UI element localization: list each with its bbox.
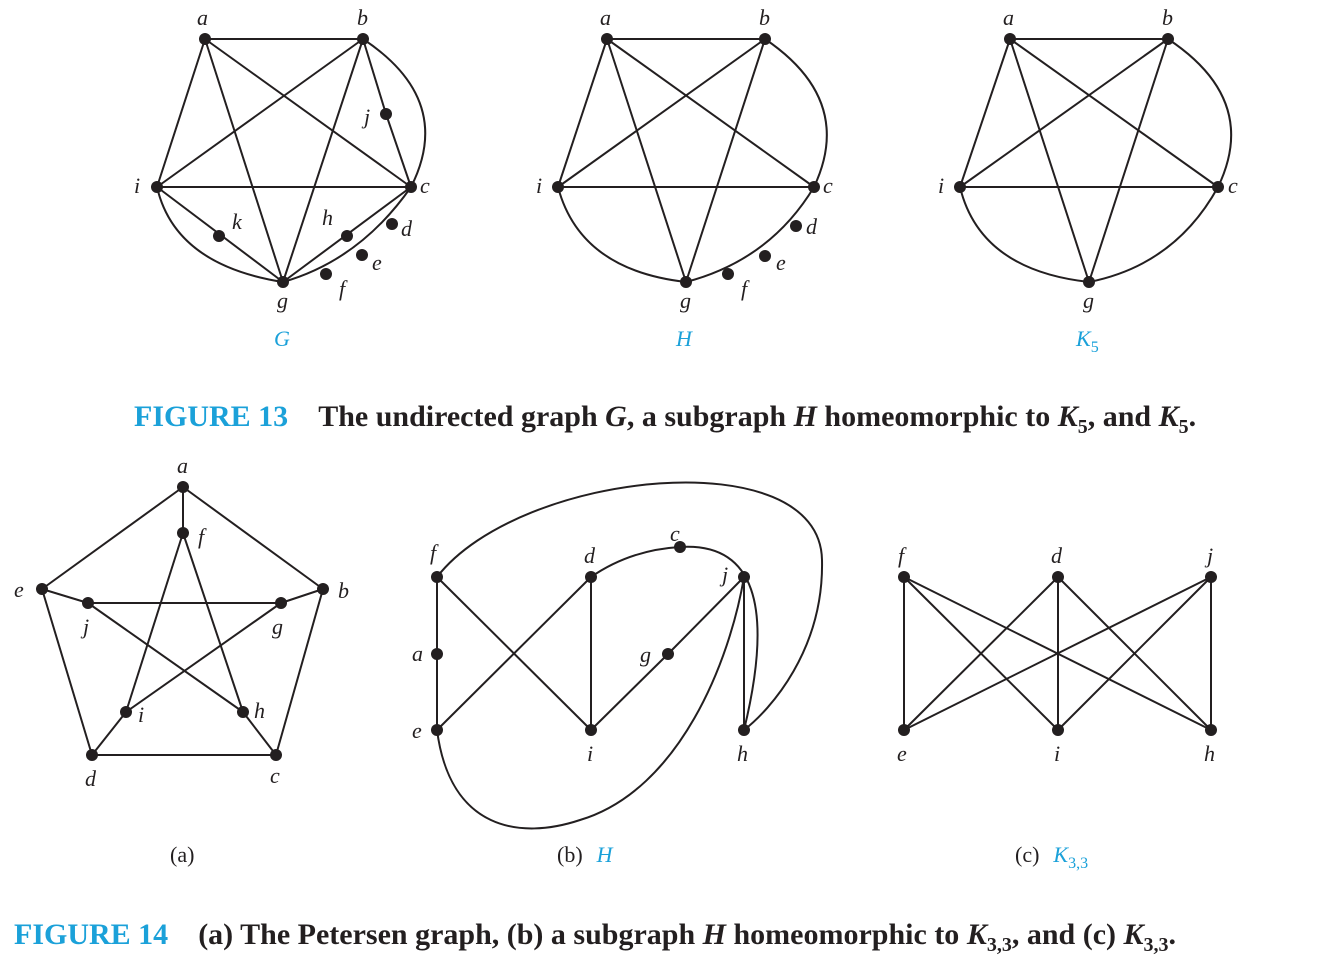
edge <box>88 603 243 712</box>
label-e: e <box>412 718 422 743</box>
vertex-h <box>341 230 353 242</box>
label-b: b <box>338 578 349 603</box>
vertex-k <box>213 230 225 242</box>
panel-tag-b <box>557 842 614 867</box>
vertex-h <box>1205 724 1217 736</box>
vertex-d <box>86 749 98 761</box>
edge <box>276 589 323 755</box>
vertex-f <box>177 527 189 539</box>
label-part: 3,3 <box>1068 855 1089 872</box>
panel-label-G: G <box>274 326 290 351</box>
edge <box>960 39 1010 187</box>
label-part: . <box>1188 400 1197 433</box>
vertex-g <box>275 597 287 609</box>
edge <box>126 533 183 712</box>
label-a: a <box>412 641 423 666</box>
vertex-b <box>357 33 369 45</box>
edge <box>183 533 243 712</box>
vertex-i <box>151 181 163 193</box>
vertex-g <box>662 648 674 660</box>
vertex-d <box>790 220 802 232</box>
label-g: g <box>1083 288 1094 313</box>
label-f: f <box>198 524 205 549</box>
vertex-g <box>1083 276 1095 288</box>
edge <box>1168 39 1231 187</box>
edge <box>960 187 1089 282</box>
label-d: d <box>584 543 595 568</box>
vertex-c <box>270 749 282 761</box>
label-f: f <box>339 276 346 301</box>
edge <box>591 547 680 577</box>
label-part: (c) <box>1015 842 1040 867</box>
label-part: , and <box>1087 400 1159 433</box>
edge <box>607 39 686 282</box>
edge <box>607 39 814 187</box>
vertex-g <box>277 276 289 288</box>
vertex-j <box>738 571 750 583</box>
label-part: H <box>596 842 613 867</box>
vertex-c <box>808 181 820 193</box>
edge <box>558 39 607 187</box>
label-f: f <box>898 543 905 568</box>
label-b: b <box>357 5 368 30</box>
edge <box>591 654 668 730</box>
vertex-b <box>1162 33 1174 45</box>
vertex-j <box>82 597 94 609</box>
edge <box>686 187 814 282</box>
graph-H <box>536 5 833 351</box>
vertex-j <box>380 108 392 120</box>
edge <box>42 487 183 589</box>
label-part: , and (c) <box>1011 918 1124 951</box>
vertex-c <box>1212 181 1224 193</box>
vertex-d <box>386 218 398 230</box>
label-a: a <box>600 5 611 30</box>
edge <box>1089 39 1168 282</box>
label-e: e <box>776 250 786 275</box>
figure14-caption <box>14 918 1176 956</box>
label-part: K <box>1057 400 1078 433</box>
label-i: i <box>536 173 543 198</box>
label-part: . <box>1168 918 1177 951</box>
label-part: 5 <box>1077 416 1088 438</box>
label-part: , a subgraph <box>626 400 794 433</box>
edge <box>765 39 827 187</box>
label-i: i <box>138 702 145 727</box>
edge <box>960 39 1168 187</box>
label-j: j <box>364 104 371 129</box>
label-part: K <box>1076 326 1091 351</box>
graph-petersen <box>14 453 349 867</box>
label-h: h <box>254 698 265 723</box>
vertex-j <box>1205 571 1217 583</box>
vertex-i <box>954 181 966 193</box>
vertex-d <box>585 571 597 583</box>
label-d: d <box>85 766 96 791</box>
vertex-a <box>177 481 189 493</box>
label-d: d <box>806 214 817 239</box>
label-g: g <box>277 288 288 313</box>
vertex-a <box>601 33 613 45</box>
label-i: i <box>587 741 594 766</box>
vertex-g <box>680 276 692 288</box>
label-g: g <box>272 614 283 639</box>
label-part: H <box>793 400 817 433</box>
edge <box>92 712 126 755</box>
edge <box>1010 39 1089 282</box>
vertex-b <box>317 583 329 595</box>
edge <box>558 187 686 282</box>
label-b: b <box>759 5 770 30</box>
label-c: c <box>1228 173 1238 198</box>
label-j: j <box>722 562 729 587</box>
label-j: j <box>1207 543 1214 568</box>
label-part: 5 <box>1178 416 1189 438</box>
label-part: FIGURE 13 <box>134 400 289 433</box>
label-i: i <box>938 173 945 198</box>
label-c: c <box>823 173 833 198</box>
panel-label-K5 <box>1075 326 1099 356</box>
graph-H-k33 <box>412 482 822 867</box>
vertex-i <box>1052 724 1064 736</box>
label-j: j <box>83 614 90 639</box>
label-part: H <box>702 918 726 951</box>
panel-tag-a: (a) <box>170 842 195 867</box>
label-f: f <box>430 540 437 565</box>
label-part: G <box>605 400 627 433</box>
edge <box>157 39 363 187</box>
graph-K33 <box>897 543 1217 872</box>
vertex-a <box>199 33 211 45</box>
vertex-d <box>1052 571 1064 583</box>
label-part: 5 <box>1090 339 1099 356</box>
vertex-e <box>36 583 48 595</box>
label-part: 3,3 <box>986 934 1012 956</box>
vertex-b <box>759 33 771 45</box>
vertex-a <box>431 648 443 660</box>
edge <box>126 603 281 712</box>
panel-tag-c <box>1015 842 1088 872</box>
edge <box>686 39 765 282</box>
edge <box>558 39 765 187</box>
vertex-i <box>585 724 597 736</box>
label-d: d <box>401 216 412 241</box>
label-c: c <box>270 763 280 788</box>
vertex-i <box>552 181 564 193</box>
label-c: c <box>670 521 680 546</box>
label-part: The undirected graph <box>318 400 606 433</box>
label-h: h <box>737 741 748 766</box>
graph-G <box>134 5 430 351</box>
label-part: homeomorphic to <box>726 918 967 951</box>
vertex-f <box>722 268 734 280</box>
edge <box>205 39 283 282</box>
vertex-e <box>898 724 910 736</box>
label-part: FIGURE 14 <box>14 918 169 951</box>
vertex-h <box>738 724 750 736</box>
vertex-i <box>120 706 132 718</box>
edge <box>386 114 411 187</box>
vertex-e <box>759 250 771 262</box>
edge <box>157 39 205 187</box>
label-b: b <box>1162 5 1173 30</box>
vertex-f <box>898 571 910 583</box>
label-h: h <box>322 205 333 230</box>
label-i: i <box>134 173 141 198</box>
edge <box>668 577 744 654</box>
edge <box>363 39 386 114</box>
edge <box>1010 39 1218 187</box>
vertex-e <box>356 249 368 261</box>
panel-label-H: H <box>676 326 692 351</box>
vertex-c <box>405 181 417 193</box>
edge <box>1089 187 1218 282</box>
label-g: g <box>680 288 691 313</box>
figure13-caption <box>134 400 1196 438</box>
edge <box>42 589 88 603</box>
label-k: k <box>232 209 242 234</box>
label-d: d <box>1051 543 1062 568</box>
label-e: e <box>14 577 24 602</box>
label-e: e <box>897 741 907 766</box>
label-i: i <box>1054 741 1061 766</box>
vertex-h <box>237 706 249 718</box>
graph-K5 <box>938 5 1238 356</box>
label-part: K <box>966 918 987 951</box>
label-part: 3,3 <box>1143 934 1169 956</box>
label-f: f <box>741 276 748 301</box>
vertex-f <box>431 571 443 583</box>
label-part: (a) The Petersen graph, (b) a subgraph <box>198 918 703 951</box>
label-e: e <box>372 250 382 275</box>
vertex-e <box>431 724 443 736</box>
label-part: (b) <box>557 842 583 867</box>
label-a: a <box>1003 5 1014 30</box>
edge <box>283 39 363 282</box>
label-a: a <box>177 453 188 478</box>
label-h: h <box>1204 741 1215 766</box>
edge <box>281 589 323 603</box>
label-part: K <box>1053 842 1069 867</box>
vertex-f <box>320 268 332 280</box>
edge <box>363 39 425 187</box>
vertex-a <box>1004 33 1016 45</box>
label-part: K <box>1123 918 1144 951</box>
label-c: c <box>420 173 430 198</box>
label-part: K <box>1158 400 1179 433</box>
label-g: g <box>640 642 651 667</box>
label-part: homeomorphic to <box>816 400 1058 433</box>
label-a: a <box>197 5 208 30</box>
